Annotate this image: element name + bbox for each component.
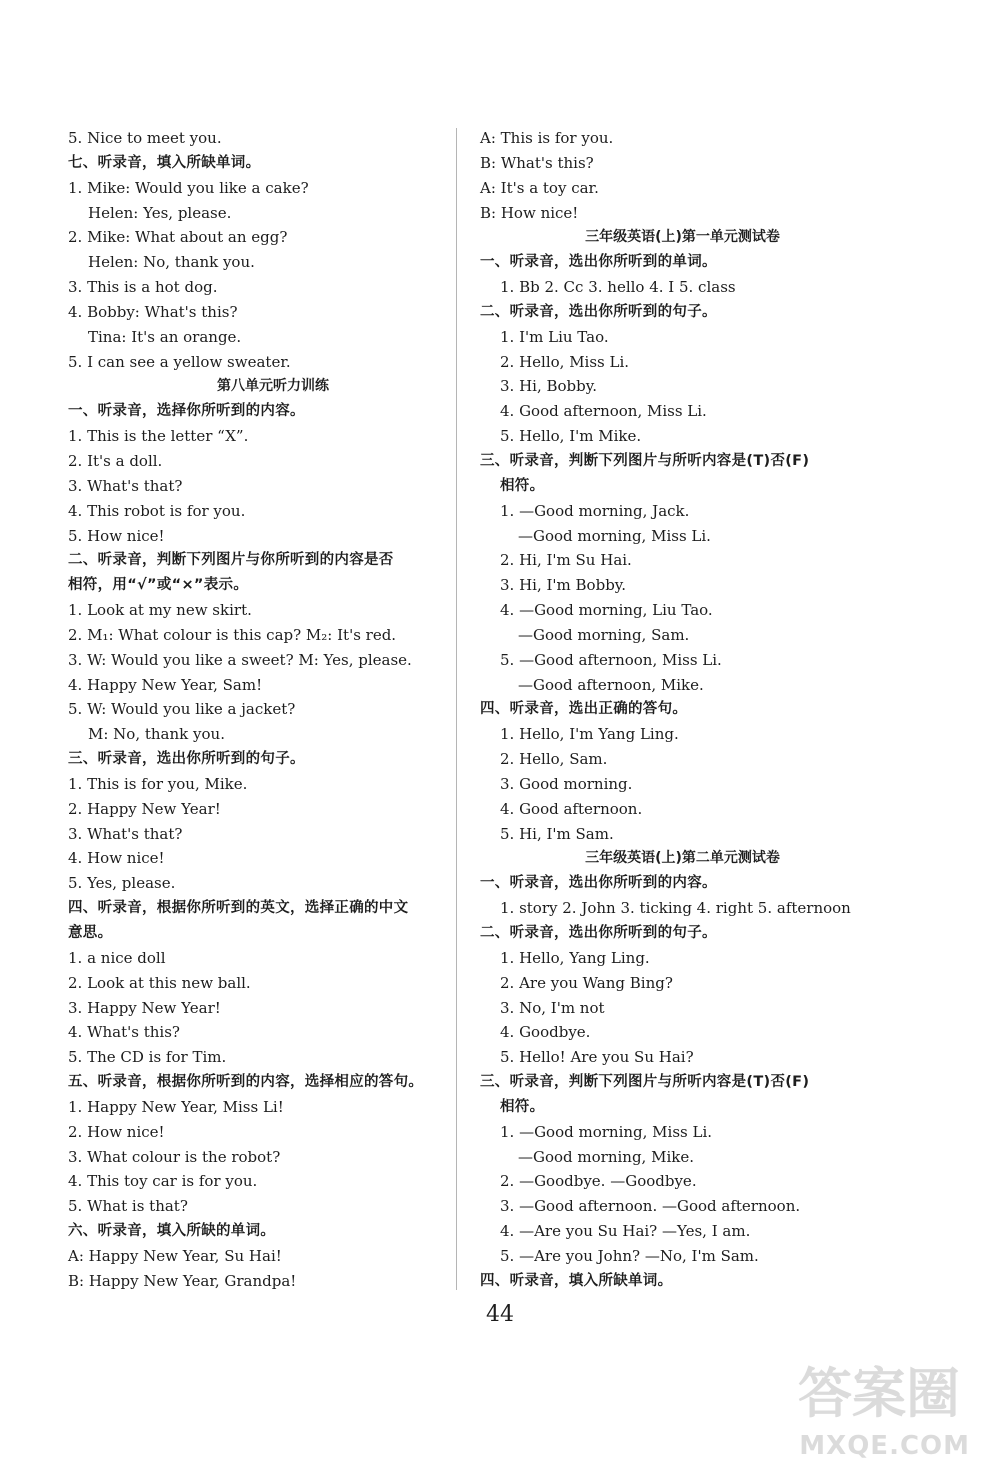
text-line: Helen: No, thank you. [88, 253, 255, 272]
text-line: 3. What's that? [68, 476, 183, 495]
text-line: B: Happy New Year, Grandpa! [68, 1271, 297, 1290]
section-heading: 五、听录音，根据你所听到的内容，选择相应的答句。 [68, 1074, 424, 1091]
text-line: 1. I'm Liu Tao. [500, 327, 609, 346]
text-line: 3. What's that? [68, 824, 183, 843]
text-line: 3. Hi, Bobby. [500, 377, 598, 396]
text-line: 4. Goodbye. [500, 1023, 591, 1042]
section-heading: 七、听录音，填入所缺单词。 [68, 154, 261, 171]
text-line: 4. —Good morning, Liu Tao. [500, 601, 713, 620]
text-line: 4. How nice! [68, 849, 165, 868]
text-line: A: Happy New Year, Su Hai! [68, 1246, 282, 1265]
text-line: Helen: Yes, please. [88, 203, 232, 222]
section-heading: 三、听录音，选出你所听到的句子。 [68, 751, 305, 768]
section-heading: 三、听录音，判断下列图片与所听内容是(T)否(F) [480, 1074, 810, 1091]
text-line: 3. Hi, I'm Bobby. [500, 576, 627, 595]
unit-title: 三年级英语(上)第二单元测试卷 [585, 850, 780, 867]
left-column [68, 126, 468, 1294]
text-line: 5. —Good afternoon, Miss Li. [500, 650, 722, 669]
text-line: 2. —Goodbye. —Goodbye. [500, 1172, 697, 1191]
section-heading: 四、听录音，根据你所听到的英文，选择正确的中文 [68, 900, 409, 917]
section-heading: 一、听录音，选择你所听到的内容。 [68, 403, 305, 420]
text-line: 4. —Are you Su Hai? —Yes, I am. [500, 1222, 751, 1241]
text-line: 4. What's this? [68, 1023, 180, 1042]
text-line: 5. How nice! [68, 526, 165, 545]
column-divider [456, 128, 457, 1290]
text-line: 1. Happy New Year, Miss Li! [68, 1097, 284, 1116]
text-line: A: This is for you. [480, 129, 614, 147]
text-line: 3. Good morning. [500, 774, 633, 793]
right-column [480, 126, 875, 1294]
page-number: 44 [486, 1302, 514, 1327]
text-line: 1. This is for you, Mike. [68, 774, 248, 793]
text-line: 1. —Good morning, Jack. [500, 501, 690, 520]
text-line: 5. Hello! Are you Su Hai? [500, 1048, 694, 1067]
text-line: —Good morning, Mike. [518, 1147, 694, 1166]
text-line: 3. No, I'm not [500, 998, 605, 1017]
text-line: 4. Bobby: What's this? [68, 302, 238, 321]
text-line: 5. The CD is for Tim. [68, 1048, 227, 1067]
text-line: 1. Hello, I'm Yang Ling. [500, 725, 679, 744]
text-line: A: It's a toy car. [480, 178, 599, 197]
text-line: 3. —Good afternoon. —Good afternoon. [500, 1197, 801, 1216]
section-heading: 一、听录音，选出你所听到的内容。 [480, 875, 717, 892]
text-line: 1. Bb 2. Cc 3. hello 4. I 5. class [500, 278, 736, 297]
text-line: 5. Hello, I'm Mike. [500, 427, 642, 446]
text-line: 1. —Good morning, Miss Li. [500, 1122, 713, 1141]
section-heading: 相符。 [500, 1098, 545, 1115]
text-line: 5. —Are you John? —No, I'm Sam. [500, 1246, 759, 1265]
watermark-site: MXQE.COM [799, 1431, 970, 1461]
text-line: 2. It's a doll. [68, 451, 163, 470]
section-heading: 相符。 [500, 477, 545, 494]
text-line: 3. What colour is the robot? [68, 1147, 281, 1166]
text-line: 2. Mike: What about an egg? [68, 228, 288, 247]
text-line: 2. Are you Wang Bing? [500, 973, 673, 992]
section-heading: 二、听录音，选出你所听到的句子。 [480, 303, 717, 320]
text-line: 3. Happy New Year! [68, 998, 221, 1017]
watermark-logo: 答案圈 [798, 1362, 960, 1425]
text-line: 5. W: Would you like a jacket? [68, 700, 296, 719]
unit-title: 第八单元听力训练 [217, 378, 329, 395]
text-line: 1. Hello, Yang Ling. [500, 948, 650, 967]
text-line: 5. I can see a yellow sweater. [68, 352, 291, 371]
section-heading: 一、听录音，选出你所听到的单词。 [480, 254, 717, 271]
watermark [750, 1351, 970, 1461]
section-heading: 四、听录音，填入所缺单词。 [480, 1272, 673, 1289]
text-line: 5. Nice to meet you. [68, 129, 222, 147]
text-line: 1. Mike: Would you like a cake? [68, 178, 309, 197]
text-line: 2. How nice! [68, 1122, 165, 1141]
section-heading: 二、听录音，判断下列图片与你所听到的内容是否 [68, 552, 394, 569]
section-heading: 意思。 [68, 925, 113, 941]
text-line: B: How nice! [480, 203, 579, 222]
text-line: 2. Happy New Year! [68, 799, 221, 818]
text-line: 1. story 2. John 3. ticking 4. right 5. afternoon [500, 899, 851, 918]
text-line: 4. This robot is for you. [68, 501, 246, 520]
text-line: M: No, thank you. [88, 725, 225, 744]
text-line: 1. This is the letter “X”. [68, 427, 249, 446]
text-line: 5. What is that? [68, 1197, 188, 1216]
section-heading: 相符，用“√”或“×”表示。 [68, 577, 249, 594]
unit-title: 三年级英语(上)第一单元测试卷 [585, 229, 780, 246]
text-line: 4. Good afternoon, Miss Li. [500, 402, 707, 421]
text-line: 4. Happy New Year, Sam! [68, 675, 263, 694]
text-line: 2. Hi, I'm Su Hai. [500, 551, 632, 570]
text-line: 3. This is a hot dog. [68, 278, 218, 297]
text-line: 1. Look at my new skirt. [68, 601, 252, 620]
text-line: 2. Look at this new ball. [68, 973, 251, 992]
text-line: —Good afternoon, Mike. [518, 675, 704, 694]
text-line: —Good morning, Miss Li. [518, 526, 711, 545]
text-line: 2. Hello, Sam. [500, 750, 608, 769]
text-line: 1. a nice doll [68, 948, 166, 967]
section-heading: 三、听录音，判断下列图片与所听内容是(T)否(F) [480, 452, 810, 469]
text-line: —Good morning, Sam. [518, 625, 690, 644]
section-heading: 四、听录音，选出正确的答句。 [480, 701, 688, 718]
text-line: 5. Yes, please. [68, 874, 176, 893]
text-line: 3. W: Would you like a sweet? M: Yes, please. [68, 650, 412, 669]
text-line: 4. This toy car is for you. [68, 1172, 258, 1191]
text-line: Tina: It's an orange. [88, 327, 242, 346]
text-line: 5. Hi, I'm Sam. [500, 824, 614, 843]
text-line: 4. Good afternoon. [500, 799, 643, 818]
text-line: 2. M₁: What colour is this cap? M₂: It's red. [68, 625, 397, 644]
text-line: B: What's this? [480, 153, 594, 172]
section-heading: 六、听录音，填入所缺的单词。 [68, 1223, 276, 1240]
section-heading: 二、听录音，选出你所听到的句子。 [480, 925, 717, 941]
text-line: 2. Hello, Miss Li. [500, 352, 630, 371]
